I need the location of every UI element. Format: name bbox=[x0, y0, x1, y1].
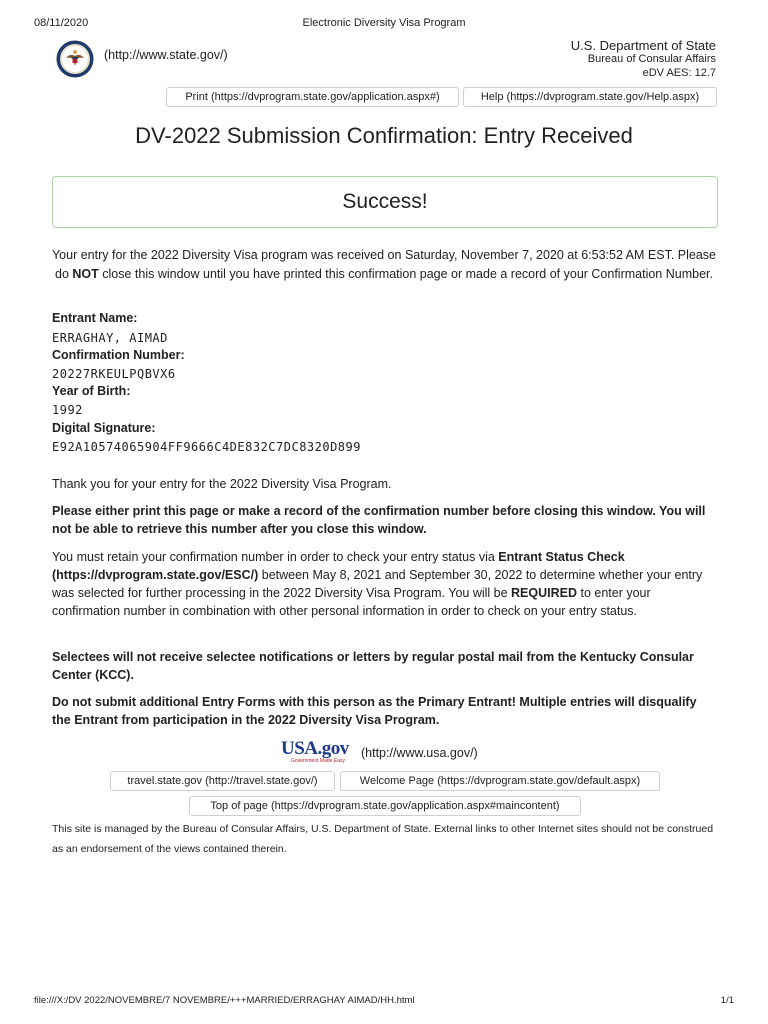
entrant-status-check-link[interactable]: Entrant Status Check (https://dvprogram.state.gov/ESC/) bbox=[52, 550, 625, 582]
print-page-number: 1/1 bbox=[720, 995, 734, 1006]
print-file-path: file:///X:/DV 2022/NOVEMBRE/7 NOVEMBRE/+++MARRIED/ERRAGHAY AIMAD/HH.html bbox=[34, 995, 415, 1006]
retain-part3: to enter your confirmation number in combination with other personal information in order to check on your entry status. bbox=[52, 586, 651, 618]
state-department-seal-icon[interactable] bbox=[56, 40, 94, 78]
usa-gov-link[interactable]: (http://www.usa.gov/) bbox=[361, 746, 478, 760]
intro-part2: close this window until you have printed this confirmation page or made a record of your Confirmation Number. bbox=[98, 267, 713, 281]
print-warning: Please either print this page or make a record of the confirmation number before closing this window. You will not be able to retrieve this number after you close this window. bbox=[52, 504, 706, 536]
usa-gov-logo[interactable] bbox=[281, 740, 355, 764]
retain-part1: You must retain your confirmation number in order to check your entry status via bbox=[52, 550, 499, 564]
department-name: U.S. Department of State bbox=[570, 38, 716, 53]
print-button[interactable]: Print (https://dvprogram.state.gov/application.aspx#) bbox=[166, 87, 459, 107]
multiple-entries-note: Do not submit additional Entry Forms with this person as the Primary Entrant! Multiple entries will disqualify the Entrant from participation in the 2022 Diversity Visa Program. bbox=[52, 695, 697, 727]
version-label: eDV AES: 12.7 bbox=[642, 67, 716, 79]
selectees-note: Selectees will not receive selectee notifications or letters by regular postal mail from the Kentucky Consular Center (KCC). bbox=[52, 650, 694, 682]
confirmation-number-value: 20227RKEULPQBVX6 bbox=[52, 367, 176, 381]
year-of-birth-value: 1992 bbox=[52, 403, 83, 417]
disclaimer-text: This site is managed by the Bureau of Consular Affairs, U.S. Department of State. External links to other Internet sites should not be construed as an endorsement of the views contained therein. bbox=[52, 823, 714, 855]
welcome-page-button[interactable]: Welcome Page (https://dvprogram.state.gov/default.aspx) bbox=[340, 771, 660, 791]
retain-required: REQUIRED bbox=[511, 586, 578, 600]
success-banner: Success! bbox=[52, 176, 718, 228]
thanks-text: Thank you for your entry for the 2022 Diversity Visa Program. bbox=[52, 477, 392, 491]
intro-not: NOT bbox=[72, 267, 99, 281]
help-button[interactable]: Help (https://dvprogram.state.gov/Help.aspx) bbox=[463, 87, 717, 107]
usa-gov-tagline: Government Made Easy bbox=[291, 758, 345, 764]
entrant-name-label: Entrant Name: bbox=[52, 311, 138, 325]
travel-state-gov-button[interactable]: travel.state.gov (http://travel.state.gov/) bbox=[110, 771, 335, 791]
page-title: DV-2022 Submission Confirmation: Entry Received bbox=[135, 123, 633, 148]
digital-signature-value: E92A10574065904FF9666C4DE832C7DC8320D899 bbox=[52, 440, 361, 454]
print-date: 08/11/2020 bbox=[34, 17, 89, 29]
confirmation-number-label: Confirmation Number: bbox=[52, 348, 185, 362]
year-of-birth-label: Year of Birth: bbox=[52, 384, 131, 398]
digital-signature-label: Digital Signature: bbox=[52, 421, 156, 435]
intro-part1: Your entry for the 2022 Diversity Visa program was received on Saturday, November 7, 2020 at 6:53:52 AM EST. Please do bbox=[51, 248, 716, 281]
print-title: Electronic Diversity Visa Program bbox=[302, 17, 466, 29]
retain-part2: between May 8, 2021 and September 30, 2022 to determine whether your entry was selected for further processing in the 2022 Diversity Visa Program. You will be bbox=[52, 568, 703, 600]
intro-text bbox=[50, 246, 718, 284]
retain-text bbox=[52, 548, 718, 620]
usa-gov-logo-text: USA.gov bbox=[281, 738, 349, 759]
top-of-page-button[interactable]: Top of page (https://dvprogram.state.gov/application.aspx#maincontent) bbox=[189, 796, 581, 816]
state-gov-link[interactable]: (http://www.state.gov/) bbox=[104, 48, 228, 62]
entrant-name-value: ERRAGHAY, AIMAD bbox=[52, 331, 168, 345]
bureau-name: Bureau of Consular Affairs bbox=[587, 53, 716, 65]
